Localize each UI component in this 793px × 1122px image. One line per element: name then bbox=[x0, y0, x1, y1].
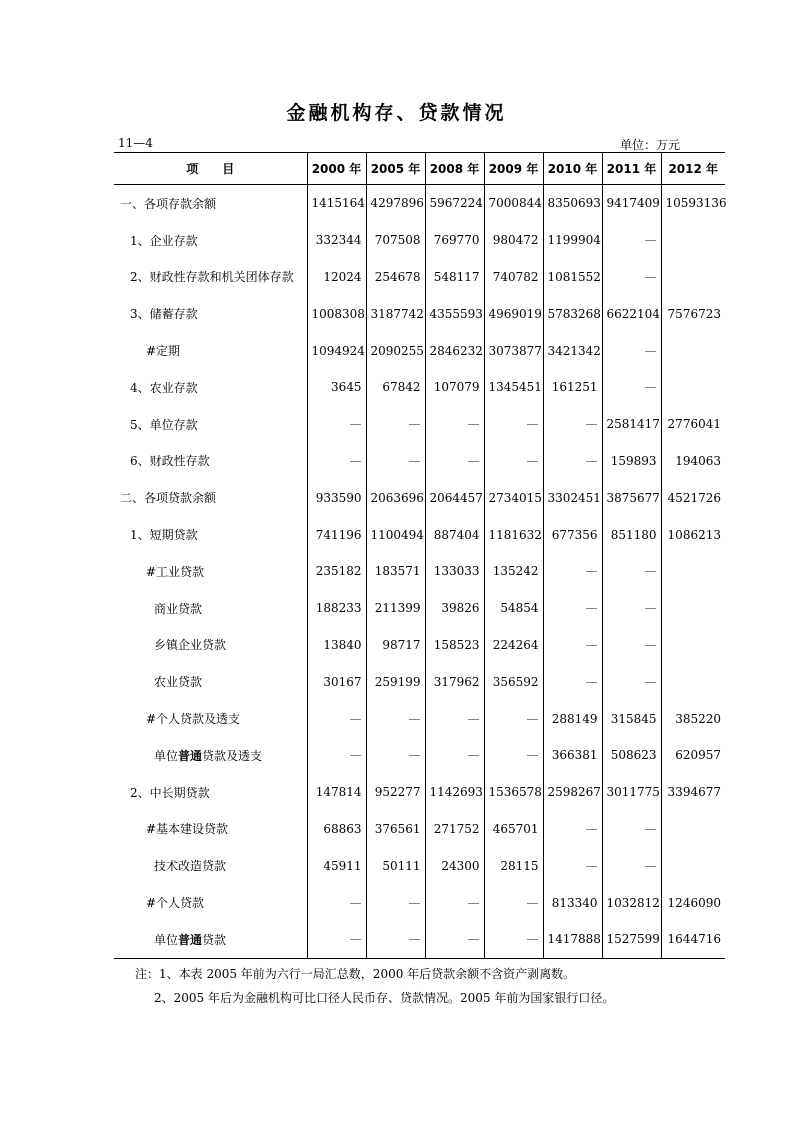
value-cell: 1100494 bbox=[366, 516, 425, 553]
value-cell: 3421342 bbox=[543, 332, 602, 369]
value-cell: 259199 bbox=[366, 663, 425, 700]
table-row bbox=[114, 663, 725, 700]
row-label: 商业贷款 bbox=[154, 601, 203, 616]
value-cell: 356592 bbox=[484, 663, 543, 700]
value-cell: — bbox=[602, 222, 661, 259]
value-cell: 5783268 bbox=[543, 295, 602, 332]
row-label: 2、中长期贷款 bbox=[130, 785, 210, 800]
row-label-part: 普通 bbox=[178, 748, 203, 763]
value-cell: 980472 bbox=[484, 222, 543, 259]
table-row bbox=[114, 737, 725, 774]
value-cell: — bbox=[543, 553, 602, 590]
value-cell: 161251 bbox=[543, 369, 602, 406]
value-cell: — bbox=[543, 663, 602, 700]
table-row bbox=[114, 479, 725, 516]
header-year: 2008 年 bbox=[425, 153, 484, 185]
value-cell: — bbox=[602, 259, 661, 296]
value-cell: — bbox=[366, 737, 425, 774]
table-row bbox=[114, 627, 725, 664]
value-cell: 68863 bbox=[307, 811, 366, 848]
value-cell: 2063696 bbox=[366, 479, 425, 516]
value-cell: — bbox=[484, 406, 543, 443]
value-cell: 851180 bbox=[602, 516, 661, 553]
value-cell: — bbox=[602, 332, 661, 369]
table-row bbox=[114, 259, 725, 296]
value-cell: 3302451 bbox=[543, 479, 602, 516]
unit-label: 单位：万元 bbox=[620, 138, 681, 152]
header-year: 2000 年 bbox=[307, 153, 366, 185]
value-cell: 67842 bbox=[366, 369, 425, 406]
value-cell: 366381 bbox=[543, 737, 602, 774]
value-cell: 98717 bbox=[366, 627, 425, 664]
table-row bbox=[114, 921, 725, 958]
value-cell bbox=[661, 222, 725, 259]
value-cell: 2734015 bbox=[484, 479, 543, 516]
value-cell: 13840 bbox=[307, 627, 366, 664]
value-cell: — bbox=[366, 443, 425, 480]
value-cell: 211399 bbox=[366, 590, 425, 627]
value-cell bbox=[661, 811, 725, 848]
value-cell bbox=[661, 553, 725, 590]
value-cell: 1081552 bbox=[543, 259, 602, 296]
row-label: #个人贷款及透支 bbox=[146, 712, 241, 727]
value-cell: 7000844 bbox=[484, 185, 543, 222]
value-cell: — bbox=[602, 590, 661, 627]
row-label-part: 普通 bbox=[178, 932, 203, 947]
value-cell: 1527599 bbox=[602, 921, 661, 958]
value-cell: — bbox=[543, 811, 602, 848]
value-cell: — bbox=[602, 369, 661, 406]
value-cell: 2846232 bbox=[425, 332, 484, 369]
value-cell: 887404 bbox=[425, 516, 484, 553]
value-cell: 4521726 bbox=[661, 479, 725, 516]
value-cell: 4969019 bbox=[484, 295, 543, 332]
value-cell: 271752 bbox=[425, 811, 484, 848]
value-cell: 3073877 bbox=[484, 332, 543, 369]
value-cell: 3394677 bbox=[661, 774, 725, 811]
row-label: 4、农业存款 bbox=[130, 380, 198, 395]
value-cell bbox=[661, 663, 725, 700]
value-cell: 8350693 bbox=[543, 185, 602, 222]
value-cell: — bbox=[307, 884, 366, 921]
row-label: #个人贷款 bbox=[146, 896, 205, 911]
row-label bbox=[114, 737, 307, 774]
value-cell: — bbox=[543, 406, 602, 443]
value-cell: — bbox=[484, 443, 543, 480]
value-cell: 317962 bbox=[425, 663, 484, 700]
value-cell: — bbox=[543, 590, 602, 627]
value-cell: — bbox=[307, 737, 366, 774]
value-cell: — bbox=[425, 443, 484, 480]
row-label: 2、财政性存款和机关团体存款 bbox=[130, 270, 294, 285]
table-row bbox=[114, 332, 725, 369]
value-cell: 133033 bbox=[425, 553, 484, 590]
table-row bbox=[114, 516, 725, 553]
table-row bbox=[114, 774, 725, 811]
value-cell bbox=[661, 369, 725, 406]
row-label-part: 贷款 bbox=[202, 932, 227, 947]
value-cell: 548117 bbox=[425, 259, 484, 296]
row-label: 1、短期贷款 bbox=[130, 528, 198, 543]
value-cell bbox=[661, 847, 725, 884]
value-cell: — bbox=[366, 406, 425, 443]
value-cell: 45911 bbox=[307, 847, 366, 884]
value-cell: 1415164 bbox=[307, 185, 366, 222]
value-cell: 235182 bbox=[307, 553, 366, 590]
value-cell: 2064457 bbox=[425, 479, 484, 516]
row-label-part: 贷款及透支 bbox=[202, 748, 263, 763]
value-cell bbox=[661, 627, 725, 664]
row-label: 二、各项贷款余额 bbox=[120, 491, 217, 506]
value-cell: 188233 bbox=[307, 590, 366, 627]
header-year: 2011 年 bbox=[602, 153, 661, 185]
value-cell: 1345451 bbox=[484, 369, 543, 406]
value-cell: 135242 bbox=[484, 553, 543, 590]
value-cell: 385220 bbox=[661, 700, 725, 737]
row-label-part: 单位 bbox=[154, 748, 179, 763]
value-cell: 952277 bbox=[366, 774, 425, 811]
value-cell: 740782 bbox=[484, 259, 543, 296]
value-cell: — bbox=[484, 884, 543, 921]
row-label: 农业贷款 bbox=[154, 675, 203, 690]
table-row bbox=[114, 443, 725, 480]
value-cell bbox=[661, 259, 725, 296]
note-1: 注：1、本表 2005 年前为六行一局汇总数，2000 年后贷款余额不含资产剥离数。 bbox=[135, 967, 576, 981]
value-cell: 4297896 bbox=[366, 185, 425, 222]
table-code: 11—4 bbox=[118, 136, 153, 150]
row-label-part: 单位 bbox=[154, 932, 179, 947]
value-cell: — bbox=[602, 663, 661, 700]
header-year: 2010 年 bbox=[543, 153, 602, 185]
value-cell: 769770 bbox=[425, 222, 484, 259]
value-cell: — bbox=[602, 811, 661, 848]
row-label: 乡镇企业贷款 bbox=[154, 638, 227, 653]
header-year: 2005 年 bbox=[366, 153, 425, 185]
value-cell: 7576723 bbox=[661, 295, 725, 332]
value-cell: 1032812 bbox=[602, 884, 661, 921]
value-cell: 28115 bbox=[484, 847, 543, 884]
value-cell: — bbox=[307, 406, 366, 443]
value-cell: 39826 bbox=[425, 590, 484, 627]
value-cell: 1644716 bbox=[661, 921, 725, 958]
table-row bbox=[114, 185, 725, 222]
row-label: 6、财政性存款 bbox=[130, 454, 210, 469]
table-row bbox=[114, 295, 725, 332]
row-label bbox=[114, 921, 307, 958]
table-row bbox=[114, 811, 725, 848]
table-row bbox=[114, 700, 725, 737]
header-item: 项 目 bbox=[114, 153, 307, 185]
value-cell bbox=[661, 590, 725, 627]
value-cell: 315845 bbox=[602, 700, 661, 737]
value-cell: 508623 bbox=[602, 737, 661, 774]
value-cell: — bbox=[602, 553, 661, 590]
value-cell: 107079 bbox=[425, 369, 484, 406]
value-cell: 9417409 bbox=[602, 185, 661, 222]
value-cell: — bbox=[484, 921, 543, 958]
header-year: 2009 年 bbox=[484, 153, 543, 185]
value-cell: — bbox=[307, 921, 366, 958]
row-label: 一、各项存款余额 bbox=[120, 196, 217, 211]
value-cell: 813340 bbox=[543, 884, 602, 921]
value-cell: 677356 bbox=[543, 516, 602, 553]
value-cell: 6622104 bbox=[602, 295, 661, 332]
row-label: 3、储蓄存款 bbox=[130, 307, 198, 322]
value-cell: 1536578 bbox=[484, 774, 543, 811]
table-row bbox=[114, 553, 725, 590]
value-cell: 1417888 bbox=[543, 921, 602, 958]
value-cell: 1181632 bbox=[484, 516, 543, 553]
value-cell: — bbox=[366, 921, 425, 958]
table-row bbox=[114, 847, 725, 884]
value-cell: — bbox=[543, 627, 602, 664]
value-cell: 3187742 bbox=[366, 295, 425, 332]
value-cell: 465701 bbox=[484, 811, 543, 848]
value-cell: 50111 bbox=[366, 847, 425, 884]
value-cell: 24300 bbox=[425, 847, 484, 884]
value-cell bbox=[661, 332, 725, 369]
header-row bbox=[114, 153, 725, 185]
value-cell: 147814 bbox=[307, 774, 366, 811]
value-cell: — bbox=[366, 884, 425, 921]
value-cell: 194063 bbox=[661, 443, 725, 480]
value-cell: — bbox=[425, 884, 484, 921]
value-cell: 254678 bbox=[366, 259, 425, 296]
value-cell: 159893 bbox=[602, 443, 661, 480]
value-cell: 224264 bbox=[484, 627, 543, 664]
value-cell: 288149 bbox=[543, 700, 602, 737]
header-year: 2012 年 bbox=[661, 153, 725, 185]
table-row bbox=[114, 884, 725, 921]
value-cell: 1094924 bbox=[307, 332, 366, 369]
value-cell: — bbox=[425, 921, 484, 958]
row-label: #基本建设贷款 bbox=[146, 822, 229, 837]
value-cell: 1142693 bbox=[425, 774, 484, 811]
deposit-loan-table bbox=[114, 152, 725, 959]
value-cell: 2776041 bbox=[661, 406, 725, 443]
value-cell: — bbox=[484, 737, 543, 774]
note-2: 2、2005 年后为金融机构可比口径人民币存、贷款情况。2005 年前为国家银行口径。 bbox=[154, 991, 615, 1005]
value-cell: 12024 bbox=[307, 259, 366, 296]
value-cell: 707508 bbox=[366, 222, 425, 259]
value-cell: 2598267 bbox=[543, 774, 602, 811]
row-label: 技术改造贷款 bbox=[154, 859, 227, 874]
notes bbox=[135, 962, 614, 1010]
value-cell: — bbox=[366, 700, 425, 737]
value-cell: 2581417 bbox=[602, 406, 661, 443]
value-cell: — bbox=[602, 847, 661, 884]
value-cell: 620957 bbox=[661, 737, 725, 774]
table-row bbox=[114, 222, 725, 259]
value-cell: 741196 bbox=[307, 516, 366, 553]
value-cell: 933590 bbox=[307, 479, 366, 516]
value-cell: 158523 bbox=[425, 627, 484, 664]
table-body bbox=[114, 185, 725, 959]
row-label: #工业贷款 bbox=[146, 564, 205, 579]
value-cell: — bbox=[425, 700, 484, 737]
value-cell: 54854 bbox=[484, 590, 543, 627]
value-cell: 2090255 bbox=[366, 332, 425, 369]
table-row bbox=[114, 406, 725, 443]
value-cell: 183571 bbox=[366, 553, 425, 590]
value-cell: — bbox=[425, 406, 484, 443]
value-cell: — bbox=[602, 627, 661, 664]
value-cell: 1246090 bbox=[661, 884, 725, 921]
value-cell: 4355593 bbox=[425, 295, 484, 332]
value-cell: 1199904 bbox=[543, 222, 602, 259]
row-label: 1、企业存款 bbox=[130, 233, 198, 248]
value-cell: 5967224 bbox=[425, 185, 484, 222]
value-cell: — bbox=[425, 737, 484, 774]
value-cell: 10593136 bbox=[661, 185, 725, 222]
value-cell: 332344 bbox=[307, 222, 366, 259]
value-cell: — bbox=[307, 443, 366, 480]
value-cell: 3875677 bbox=[602, 479, 661, 516]
row-label: 5、单位存款 bbox=[130, 417, 198, 432]
value-cell: 30167 bbox=[307, 663, 366, 700]
value-cell: — bbox=[307, 700, 366, 737]
value-cell: — bbox=[484, 700, 543, 737]
value-cell: 3645 bbox=[307, 369, 366, 406]
table-row bbox=[114, 369, 725, 406]
value-cell: 1008308 bbox=[307, 295, 366, 332]
value-cell: — bbox=[543, 847, 602, 884]
value-cell: 3011775 bbox=[602, 774, 661, 811]
value-cell: — bbox=[543, 443, 602, 480]
value-cell: 1086213 bbox=[661, 516, 725, 553]
row-label: #定期 bbox=[146, 344, 181, 359]
page-title: 金融机构存、贷款情况 bbox=[286, 102, 507, 124]
value-cell: 376561 bbox=[366, 811, 425, 848]
table-row bbox=[114, 590, 725, 627]
